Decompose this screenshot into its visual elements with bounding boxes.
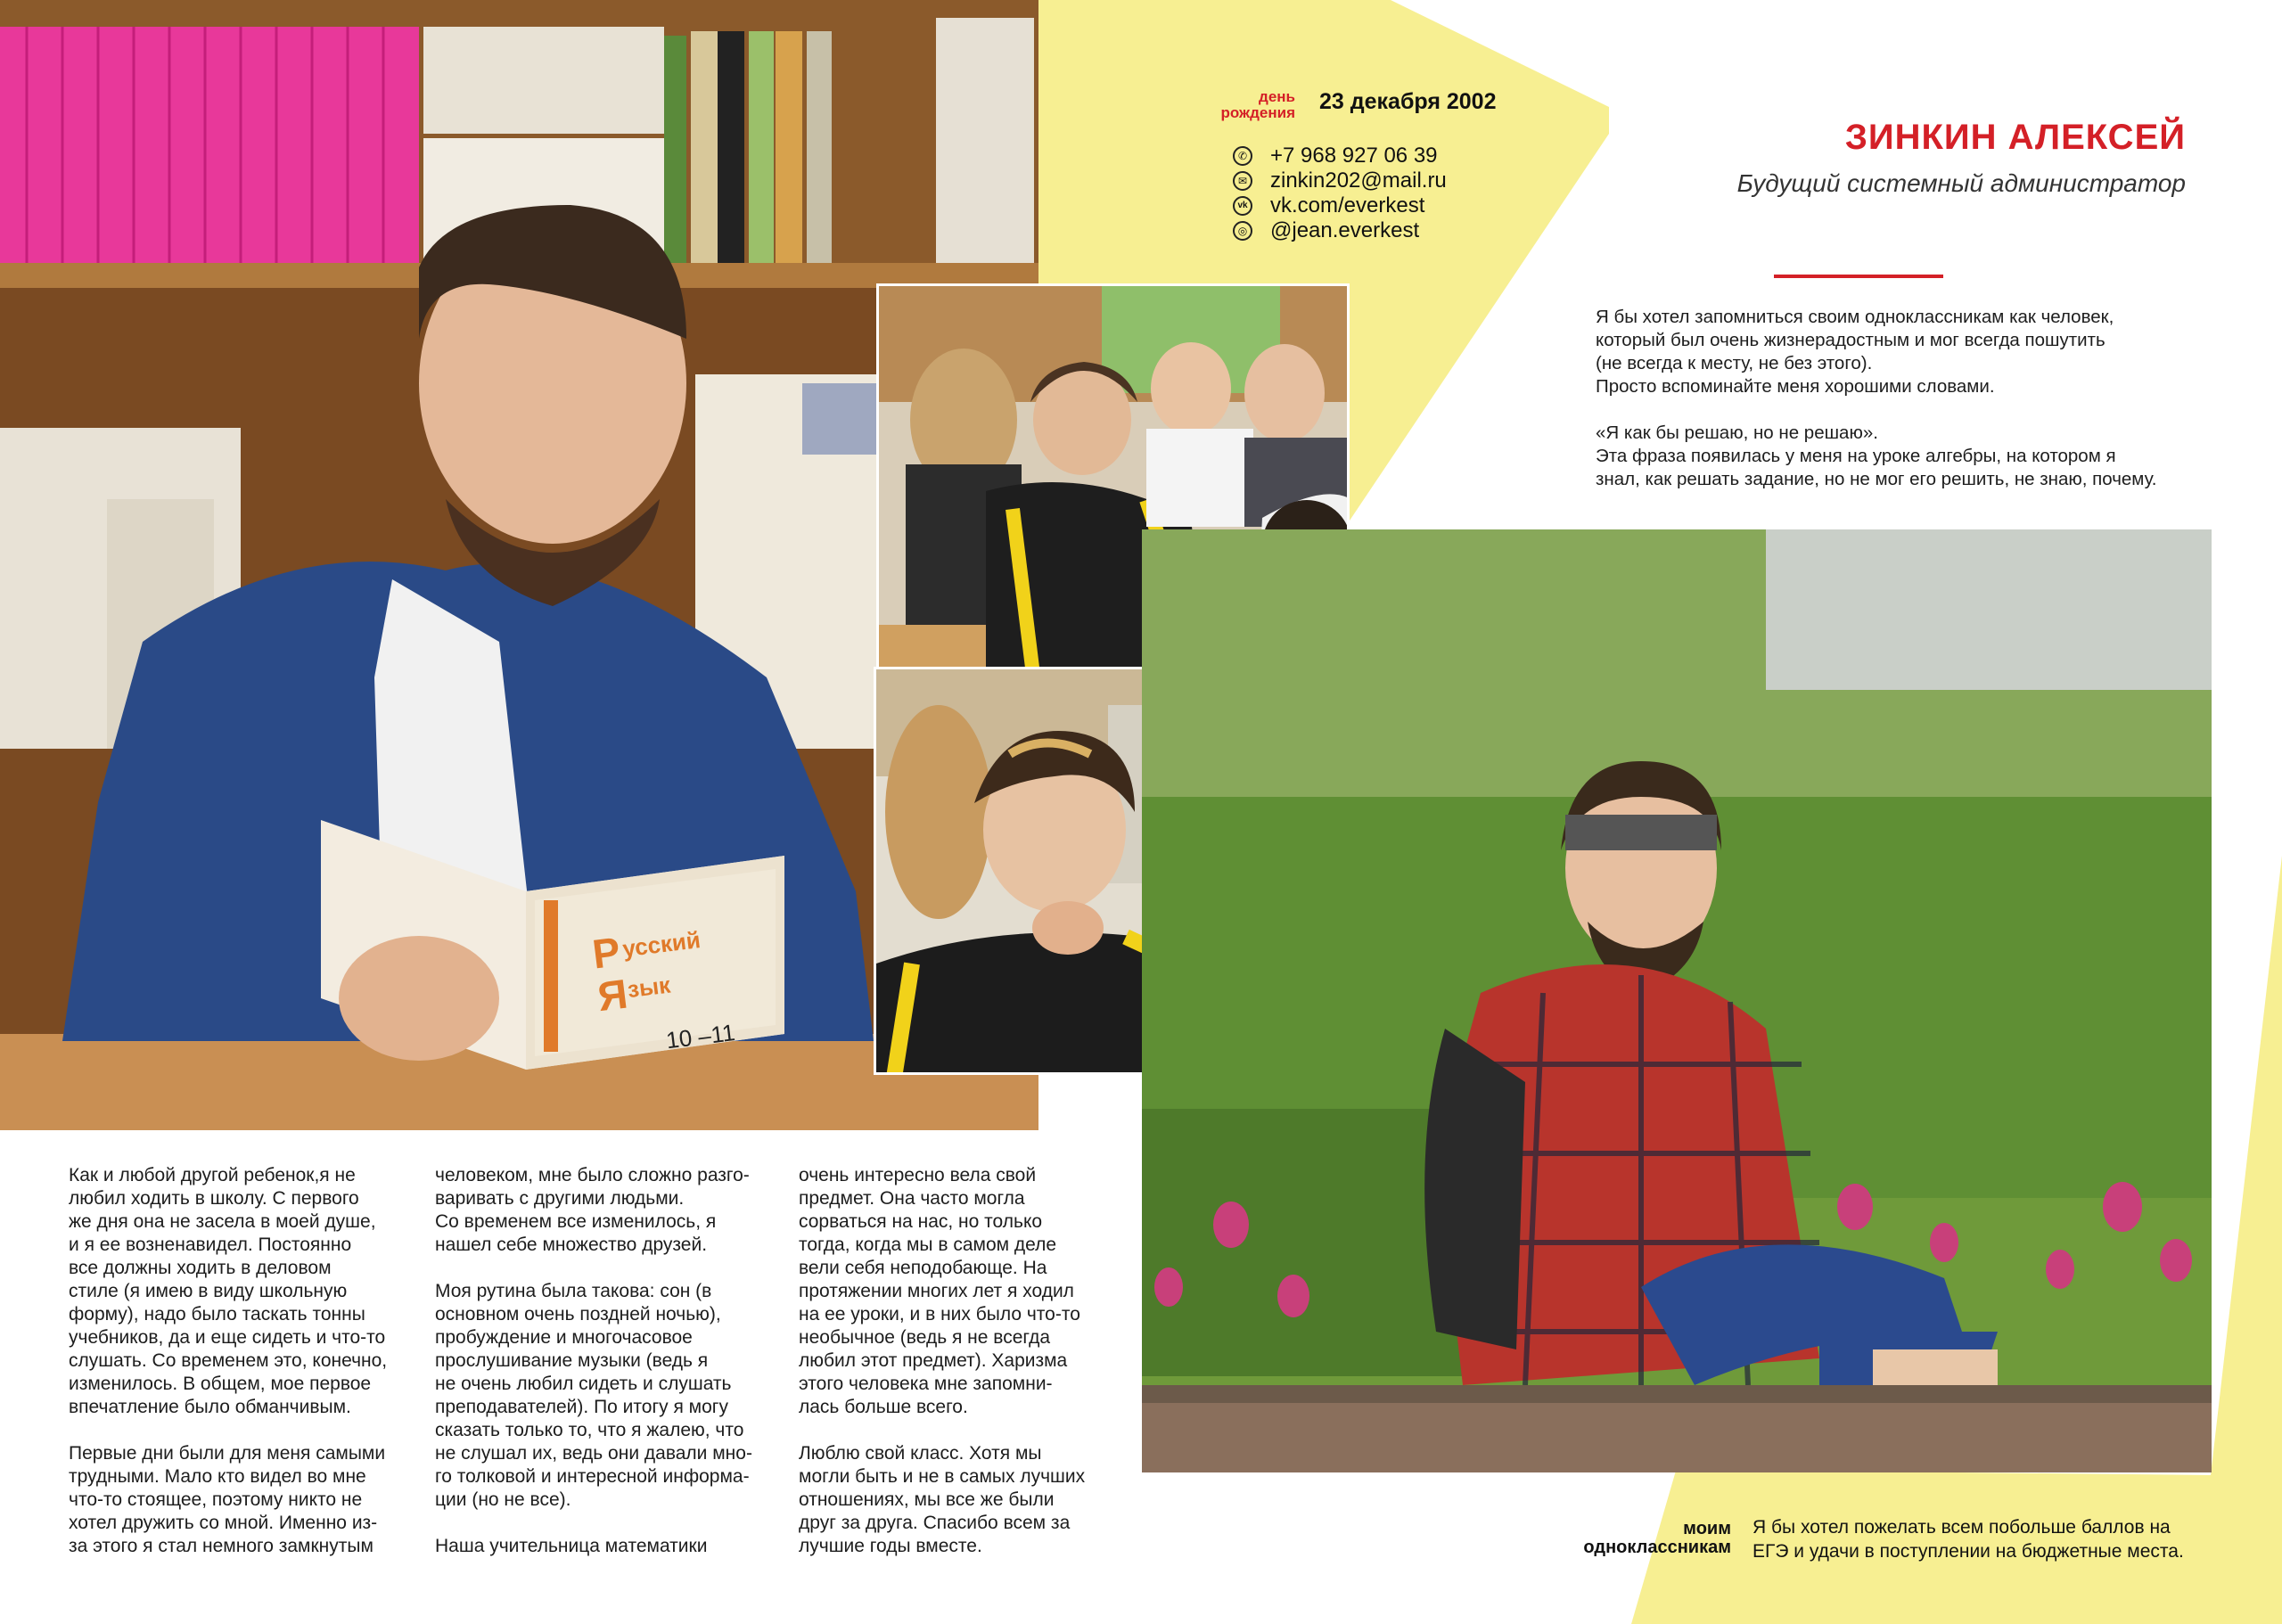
intro-paragraph-1: Я бы хотел запомниться своим одноклассникам как человек, который был очень жизнерадостным и мог всегда пошутить (не всегда к месту, не без этого). Просто вспоминайте меня хорошими словами. [1596, 307, 2114, 397]
book-title-line-1: усский [620, 926, 702, 963]
wish-text: Я бы хотел пожелать всем побольше баллов на ЕГЭ и удачи в поступлении на бюджетные места. [1753, 1517, 2184, 1562]
book-title-line-2: зык [626, 971, 672, 1004]
student-name: ЗИНКИН АЛЕКСЕЙ [1844, 118, 2186, 157]
birthday-value: 23 декабря 2002 [1319, 89, 1497, 114]
contact-vk-text: vk.com/everkest [1270, 193, 1425, 217]
birthday-label [1194, 89, 1295, 121]
book-cover-title: Р усский Я зык 10 –11 [589, 926, 737, 1054]
intro-paragraph-2: «Я как бы решаю, но не решаю». Эта фраза появилась у меня на уроке алгебры, на котором я знал, как решать задание, но не мог его решить, не знаю, почему. [1596, 422, 2157, 489]
wish-label [1515, 1520, 1731, 1557]
red-divider [1774, 275, 1943, 278]
phone-icon: ✆ [1233, 146, 1252, 166]
mail-icon: ✉ [1233, 171, 1252, 191]
contact-email[interactable] [1233, 168, 1447, 193]
wish-label-line-1: моим [1683, 1519, 1731, 1538]
vk-icon: vk [1233, 196, 1252, 216]
contact-phone[interactable] [1233, 144, 1438, 168]
contact-instagram-text: @jean.everkest [1270, 218, 1420, 242]
story-column-3: очень интересно вела свой предмет. Она часто могла сорваться на нас, но только тогда, когда мы в самом деле вели себя неподобающе. На протяжении многих лет я ходил на ее уроки, и в них было что-то необычное (ведь я не всегда любил этот предмет). Харизма этого человека мне запомни- лась больше всего. Люблю свой класс. Хотя мы могли быть и не в самых лучших отношениях, мы все же были друг за друга. Спасибо всем за лучшие годы вместе. [799, 1165, 1086, 1556]
book-grade: 10 –11 [664, 1019, 737, 1054]
student-subtitle: Будущий системный администратор [1736, 169, 2186, 197]
contact-vk[interactable] [1233, 193, 1424, 218]
instagram-icon: ◎ [1233, 221, 1252, 241]
story-column-2: человеком, мне было сложно разго- варивать с другими людьми. Со временем все изменилось, я нашел себе множество друзей. Моя рутина была такова: сон (в основном очень поздней ночью), пробуждение и многочасовое прослушивание музыки (ведь я не очень любил сидеть и слушать преподавателей). По итогу я могу сказать только то, что я жалею, что не слушал их, ведь они давали мно- го толковой и интересной информа- ции (но не все). Наша учительница математики [435, 1165, 752, 1556]
wish-label-line-2: одноклассникам [1583, 1538, 1731, 1557]
story-column-1: Как и любой другой ребенок,я не любил ходить в школу. С первого же дня она не засела в моей душе, и я ее возненавидел. Постоянно все должны ходить в деловом стиле (я имею в виду школьную форму), надо было таскать тонны учебников, да и еще сидеть и что-то слушать. Со временем это, конечно, изменилось. В общем, мое первое впечатление было обманчивым. Первые дни были для меня самыми трудными. Мало кто видел во мне что-то стоящее, поэтому никто не хотел дружить со мной. Именно из- за этого я стал немного замкнутым [69, 1165, 388, 1556]
contact-phone-text: +7 968 927 06 39 [1270, 144, 1438, 168]
birthday-label-line-2: рождения [1220, 104, 1295, 121]
outdoor-photo [1142, 529, 2212, 1472]
contact-instagram[interactable] [1233, 218, 1419, 243]
birthday-label-line-1: день [1259, 88, 1295, 105]
contact-email-text: zinkin202@mail.ru [1270, 168, 1447, 193]
